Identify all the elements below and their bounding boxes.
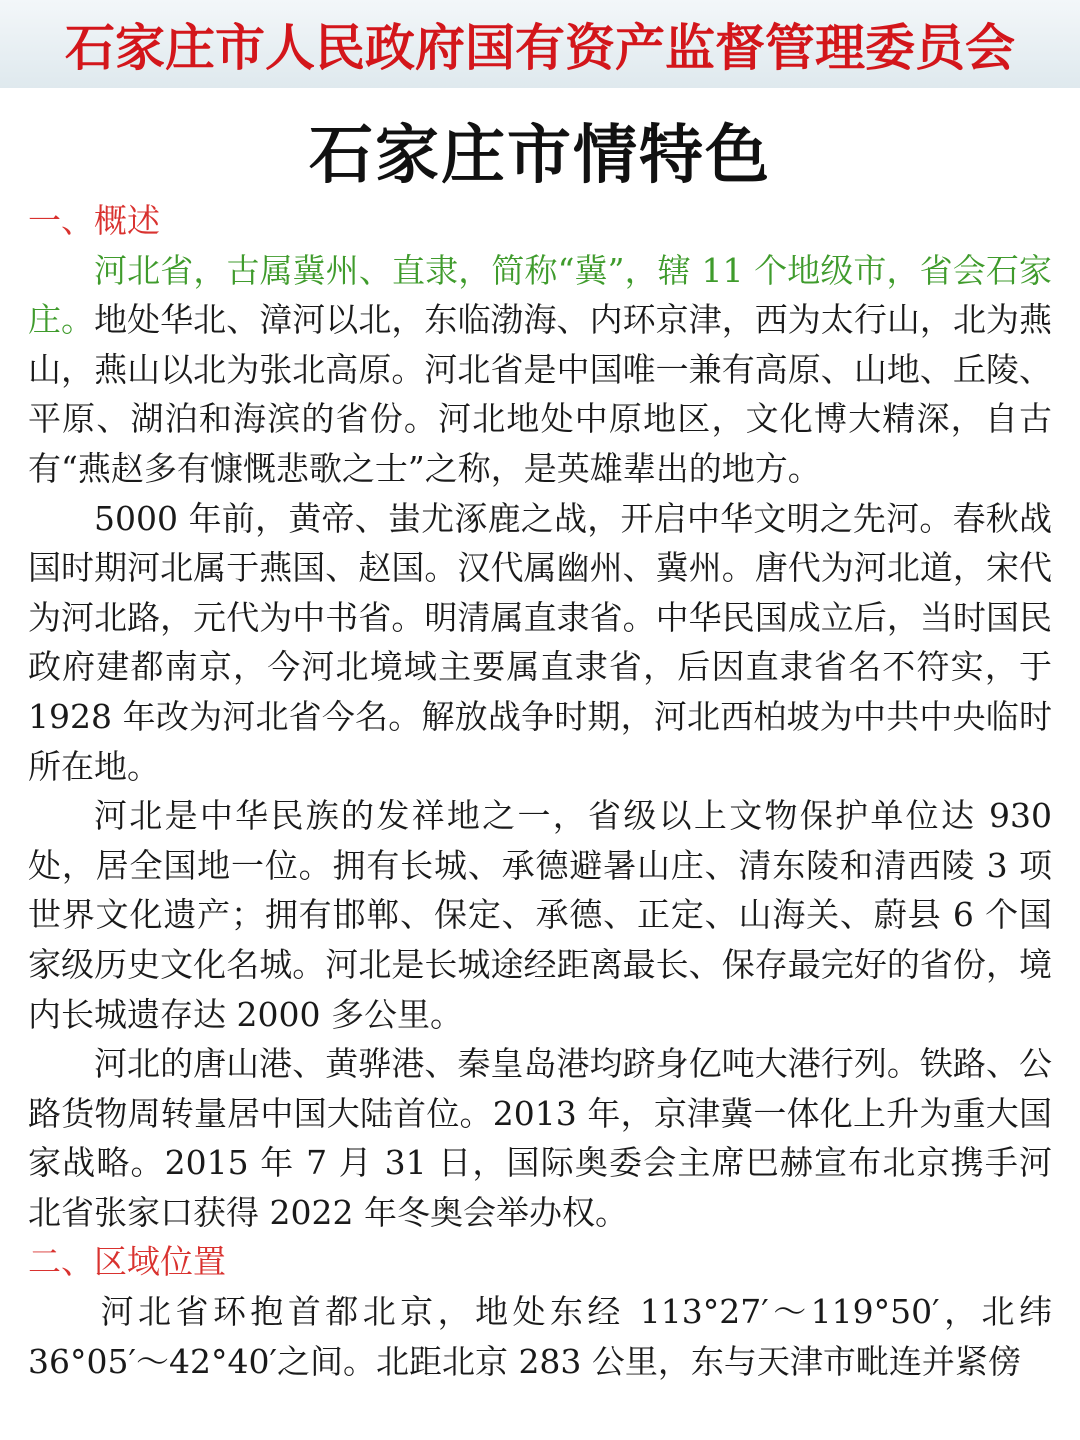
paragraph-text: 地处华北、漳河以北，东临渤海、内环京津，西为太行山，北为燕山，燕山以北为张北高原。河北省是中国唯一兼有高原、山地、丘陵、平原、湖泊和海滨的省份。河北地处中原地区，文化博大精深，自古有“燕赵多有慷慨悲歌之士”之称，是英雄辈出的地方。 — [28, 300, 1053, 488]
org-banner — [0, 0, 1080, 88]
section-heading-overview: 一、概述 — [28, 201, 160, 240]
section-heading-location: 二、区域位置 — [28, 1242, 226, 1282]
org-name: 石家庄市人民政府国有资产监督管理委员会 — [65, 18, 1015, 77]
article-body — [28, 196, 1052, 1386]
paragraph-location: 河北省环抱首都北京，地处东经 113°27′～119°50′，北纬 36°05′～42°40′之间。北距北京 283 公里，东与天津市毗连并紧傍 — [28, 1292, 1052, 1381]
page-title: 石家庄市情特色 — [309, 118, 771, 193]
paragraph-history: 5000 年前，黄帝、蚩尤涿鹿之战，开启中华文明之先河。春秋战国时期河北属于燕国、赵国。汉代属幽州、冀州。唐代为河北道，宋代为河北路，元代为中书省。明清属直隶省。中华民国成立后，当时国民政府建都南京，今河北境域主要属直隶省，后因直隶省名不符实，于 1928 年改为河北省今名。解放战争时期，河北西柏坡为中共中央临时所在地。 — [28, 498, 1052, 786]
highlighted-intro-text: 河北省，古属冀州、直隶，简称“冀”，辖 11 个地级市，省会石家庄。 — [28, 250, 1052, 340]
paragraph-overview-intro — [28, 246, 1052, 494]
paragraph-culture: 河北是中华民族的发祥地之一，省级以上文物保护单位达 930 处，居全国地一位。拥有长城、承德避暑山庄、清东陵和清西陵 3 项世界文化遗产；拥有邯郸、保定、承德、正定、山海关、蔚县 6 个国家级历史文化名城。河北是长城途经距离最长、保存最完好的省份，境内长城遗存达 2000 多公里。 — [28, 796, 1052, 1034]
paragraph-transport: 河北的唐山港、黄骅港、秦皇岛港均跻身亿吨大港行列。铁路、公路货物周转量居中国大陆首位。2013 年，京津冀一体化上升为重大国家战略。2015 年 7 月 31 日，国际奥委会主席巴赫宣布北京携手河北省张家口获得 2022 年冬奥会举办权。 — [28, 1044, 1052, 1232]
